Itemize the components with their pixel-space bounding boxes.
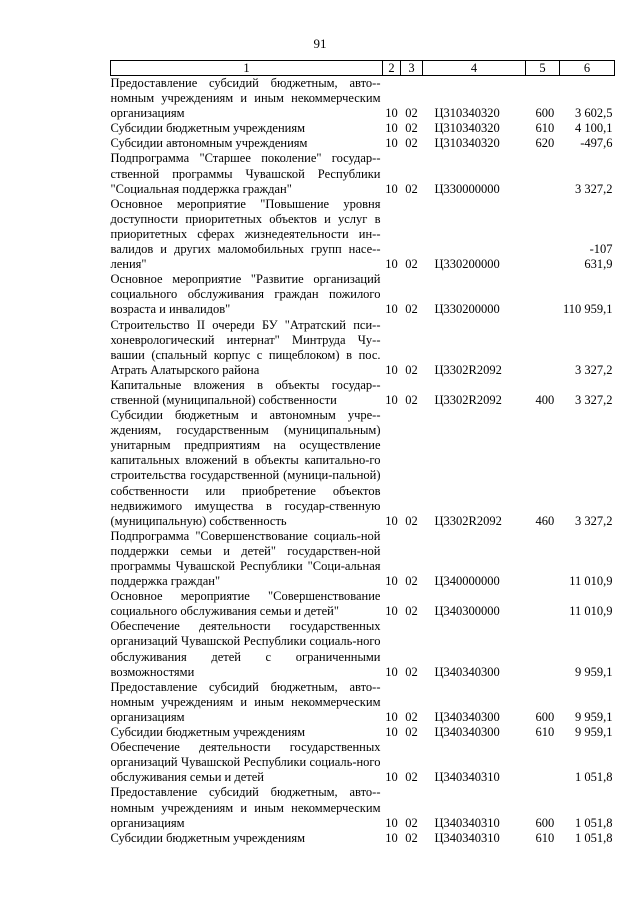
- table-row: [111, 197, 615, 272]
- row-name: Субсидии бюджетным и автономным учре-ждениям, государственным (муниципальным) унитарным предприятиям на осуществление капитальных вложений в объекты капитально-го строительства государственной (муници-пальной) собственности или приобретение объектов недвижимого имущества в государ-ственную (муниципальную) собственность: [110, 408, 381, 528]
- row-section: 10: [385, 815, 398, 830]
- row-name: Обеспечение деятельности государственных организаций Чувашской Республики социаль-ного обслуживания семьи и детей: [110, 740, 381, 785]
- col-header-subsection: 3: [401, 61, 423, 76]
- row-expense-type: [526, 619, 560, 679]
- row-target-code: Ц340340310: [434, 830, 500, 845]
- row-name: Субсидии бюджетным учреждениям: [110, 121, 306, 136]
- row-target-code: Ц340340310: [434, 815, 500, 830]
- row-name: Основное мероприятие "Повышение уровня доступности приоритетных объектов и услуг в приоритетных сферах жизнедеятельности ин-валидов и других маломобильных групп насе-ления": [110, 196, 381, 272]
- row-target-code: Ц330200000: [434, 302, 500, 317]
- row-name: Предоставление субсидий бюджетным, авто-номным учреждениям и иным некоммерческим организациям: [110, 785, 381, 830]
- row-name: Капитальные вложения в объекты государ-ственной (муниципальной) собственности: [110, 377, 381, 407]
- row-amount: 3 327,2: [575, 181, 613, 196]
- row-subsection: 02: [405, 392, 418, 407]
- row-section: 10: [385, 604, 398, 619]
- table-row: [111, 378, 615, 408]
- row-target-code: Ц310340320: [434, 106, 500, 121]
- row-subsection: 02: [405, 136, 418, 151]
- row-expense-type: 620: [535, 136, 555, 151]
- row-target-code: Ц310340320: [434, 121, 500, 136]
- col-header-target-code: 4: [423, 61, 526, 76]
- row-expense-type: 600: [535, 709, 555, 724]
- table-row: [111, 589, 615, 619]
- row-amount: 1 051,8: [575, 770, 613, 785]
- row-expense-type: [526, 318, 560, 378]
- row-expense-type: [526, 197, 560, 272]
- row-target-code: Ц310340320: [434, 136, 500, 151]
- row-name: Предоставление субсидий бюджетным, авто-номным учреждениям и иным некоммерческим организациям: [110, 76, 381, 121]
- row-section: 10: [385, 362, 398, 377]
- row-section: 10: [385, 709, 398, 724]
- row-name: Подпрограмма "Совершенствование социаль-ной поддержки семьи и детей" государствен-ной программы Чувашской Республики "Соци-альная поддержка граждан": [110, 528, 381, 589]
- row-amount: -107 631,9: [584, 242, 613, 272]
- row-name: Подпрограмма "Старшее поколение" государ-ственной программы Чувашской Республики "Социальная поддержка граждан": [110, 151, 381, 196]
- row-name: Строительство II очереди БУ "Атратский пси-хоневрологический интернат" Минтруда Чу-вашии (спальный корпус с пищеблоком) в пос. Атрать Алатырского района: [110, 317, 381, 377]
- row-target-code: Ц330000000: [434, 181, 500, 196]
- row-name: Предоставление субсидий бюджетным, авто-номным учреждениям и иным некоммерческим организациям: [110, 679, 381, 724]
- row-name: Субсидии бюджетным учреждениям: [110, 725, 306, 740]
- table-row: [111, 408, 615, 529]
- row-expense-type: [526, 589, 560, 619]
- row-section: 10: [385, 121, 398, 136]
- row-subsection: 02: [405, 664, 418, 679]
- table-row: [111, 76, 615, 122]
- row-amount: 9 959,1: [575, 664, 613, 679]
- row-expense-type: 400: [535, 392, 555, 407]
- row-section: 10: [385, 302, 398, 317]
- row-expense-type: 600: [535, 815, 555, 830]
- row-target-code: Ц340000000: [434, 574, 500, 589]
- table-row: [111, 272, 615, 317]
- row-amount: -497,6: [580, 136, 613, 151]
- row-amount: 1 051,8: [575, 830, 613, 845]
- row-target-code: Ц3302R2092: [434, 362, 502, 377]
- table-row: [111, 785, 615, 830]
- row-target-code: Ц330200000: [434, 257, 500, 272]
- table-row: [111, 529, 615, 589]
- table-body: [111, 76, 615, 846]
- row-section: 10: [385, 574, 398, 589]
- row-expense-type: 600: [535, 106, 555, 121]
- table-row: [111, 121, 615, 136]
- row-section: 10: [385, 725, 398, 740]
- row-expense-type: [526, 272, 560, 317]
- row-amount: 9 959,1: [575, 725, 613, 740]
- row-target-code: Ц340340300: [434, 725, 500, 740]
- row-subsection: 02: [405, 725, 418, 740]
- table-row: [111, 151, 615, 196]
- row-expense-type: [526, 529, 560, 589]
- row-section: 10: [385, 106, 398, 121]
- row-target-code: Ц3302R2092: [434, 392, 502, 407]
- row-target-code: Ц340340300: [434, 664, 500, 679]
- row-amount: 3 602,5: [575, 106, 613, 121]
- row-name: Субсидии бюджетным учреждениям: [110, 830, 306, 845]
- row-amount: 11 010,9: [569, 574, 613, 589]
- row-target-code: Ц340300000: [434, 604, 500, 619]
- table-row: [111, 680, 615, 725]
- row-amount: 3 327,2: [575, 392, 613, 407]
- row-expense-type: [526, 151, 560, 196]
- table-row: [111, 318, 615, 378]
- row-target-code: Ц340340310: [434, 770, 500, 785]
- row-amount: 4 100,1: [575, 121, 613, 136]
- row-section: 10: [385, 770, 398, 785]
- row-expense-type: 610: [535, 725, 555, 740]
- row-expense-type: [526, 740, 560, 785]
- table-row: [111, 725, 615, 740]
- row-subsection: 02: [405, 257, 418, 272]
- row-section: 10: [385, 513, 398, 528]
- row-name: Основное мероприятие "Развитие организаций социального обслуживания граждан пожилого возраста и инвалидов": [110, 272, 381, 317]
- row-expense-type: 610: [535, 830, 555, 845]
- row-name: Обеспечение деятельности государственных организаций Чувашской Республики социаль-ного обслуживания детей с ограниченными возможностями: [110, 619, 381, 679]
- table-row: [111, 831, 615, 846]
- row-expense-type: 610: [535, 121, 555, 136]
- row-subsection: 02: [405, 362, 418, 377]
- row-section: 10: [385, 392, 398, 407]
- row-amount: 3 327,2: [575, 513, 613, 528]
- row-subsection: 02: [405, 709, 418, 724]
- row-target-code: Ц340340300: [434, 709, 500, 724]
- row-subsection: 02: [405, 121, 418, 136]
- row-expense-type: 460: [535, 513, 555, 528]
- row-section: 10: [385, 181, 398, 196]
- row-section: 10: [385, 136, 398, 151]
- col-header-name: 1: [111, 61, 383, 76]
- row-subsection: 02: [405, 815, 418, 830]
- budget-table: [110, 60, 615, 846]
- row-amount: 1 051,8: [575, 815, 613, 830]
- table-row: [111, 740, 615, 785]
- row-subsection: 02: [405, 830, 418, 845]
- row-name: Субсидии автономным учреждениям: [110, 136, 308, 151]
- row-subsection: 02: [405, 770, 418, 785]
- col-header-amount: 6: [560, 61, 615, 76]
- table-row: [111, 619, 615, 679]
- row-subsection: 02: [405, 604, 418, 619]
- table-row: [111, 136, 615, 151]
- row-amount: 110 959,1: [562, 302, 613, 317]
- row-subsection: 02: [405, 181, 418, 196]
- row-amount: 9 959,1: [575, 709, 613, 724]
- row-section: 10: [385, 664, 398, 679]
- row-amount: 3 327,2: [575, 362, 613, 377]
- row-subsection: 02: [405, 302, 418, 317]
- col-header-expense-type: 5: [526, 61, 560, 76]
- row-amount: 11 010,9: [569, 604, 613, 619]
- row-subsection: 02: [405, 513, 418, 528]
- table-header-row: [111, 61, 615, 76]
- row-target-code: Ц3302R2092: [434, 513, 502, 528]
- page-number: 91: [313, 36, 327, 51]
- row-subsection: 02: [405, 106, 418, 121]
- row-subsection: 02: [405, 574, 418, 589]
- row-section: 10: [385, 257, 398, 272]
- row-section: 10: [385, 830, 398, 845]
- col-header-section: 2: [383, 61, 401, 76]
- row-name: Основное мероприятие "Совершенствование социального обслуживания семьи и детей": [110, 589, 381, 619]
